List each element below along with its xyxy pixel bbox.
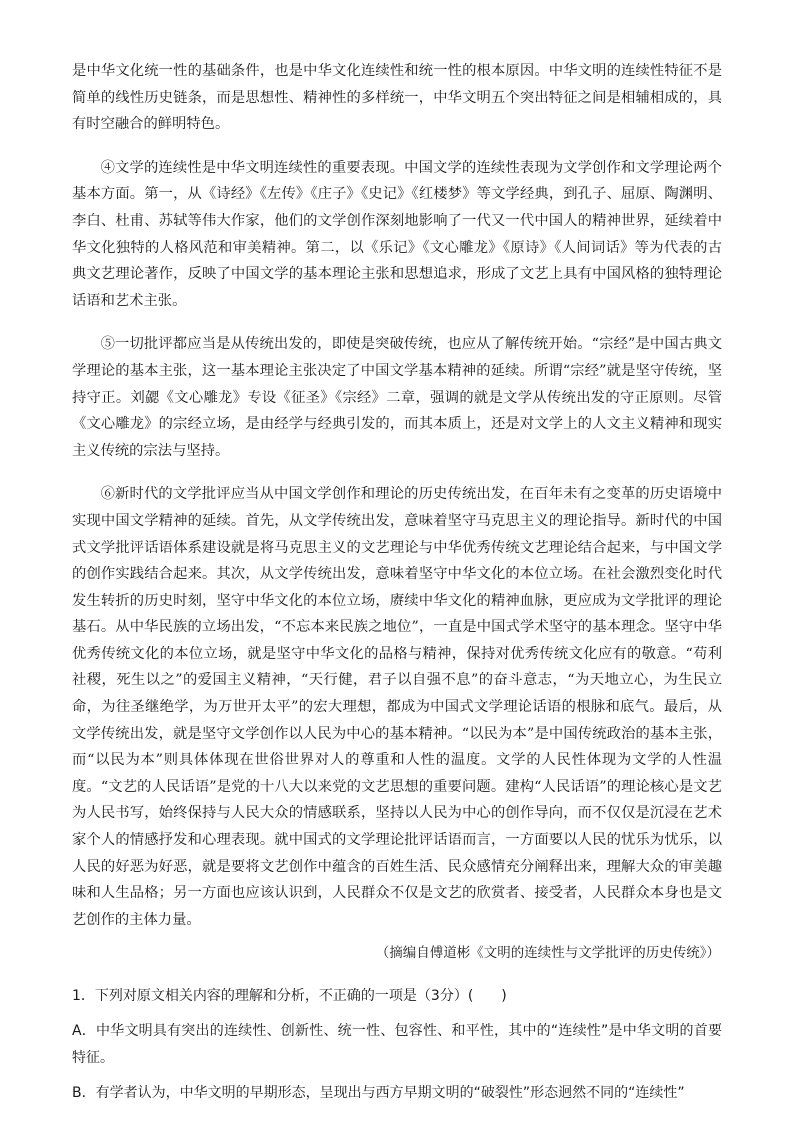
paragraph-4: ④文学的连续性是中华文明连续性的重要表现。中国文学的连续性表现为文学创作和文学理论两个基本方面。第一，从《诗经》《左传》《庄子》《史记》《红楼梦》等文学经典，到孔子、屈原、陶渊明、李白、杜甫、苏轼等伟大作家，他们的文学创作深刻地影响了一代又一代中国人的精神世界，延续着中华文化独特的人格风范和审美精神。第二，以《乐记》《文心雕龙》《原诗》《人间词话》等为代表的古典文艺理论著作，反映了中国文学的基本理论主张和思想追求，形成了文艺上具有中国风格的独特理论话语和艺术主张。	[72, 159, 722, 309]
paragraph-gap	[72, 138, 722, 155]
paragraph-gap	[72, 314, 722, 331]
source-citation: （摘编自傅道彬《文明的连续性与文学批评的历史传统》）	[375, 945, 720, 962]
question-option-b: B．有学者认为，中华文明的早期形态，呈现出与西方早期文明的“破裂性”形态迥然不同的“连续性”	[72, 1085, 685, 1102]
question-option-a: A．中华文明具有突出的连续性、创新性、统一性、包容性、和平性，其中的“连续性”是中华文明的首要特征。	[72, 1023, 722, 1067]
paragraph-5: ⑤一切批评都应当是从传统出发的，即使是突破传统，也应从了解传统开始。“宗经”是中国古典文学理论的基本主张，这一基本理论主张决定了中国文学基本精神的延续。所谓“宗经”就是坚守传统，坚持守正。刘勰《文心雕龙》专设《征圣》《宗经》二章，强调的就是文学从传统出发的守正原则。尽管《文心雕龙》的宗经立场，是由经学与经典引发的，而其本质上，还是对文学上的人文主义精神和现实主义传统的宗法与坚持。	[72, 336, 722, 459]
paragraph-gap	[72, 464, 722, 481]
paragraph-6: ⑥新时代的文学批评应当从中国文学创作和理论的历史传统出发，在百年未有之变革的历史语境中实现中国文学精神的延续。首先，从文学传统出发，意味着坚守马克思主义的理论指导。新时代的中国式文学批评话语体系建设就是将马克思主义的文艺理论与中华优秀传统文艺理论结合起来，与中国文学的创作实践结合起来。其次，从文学传统出发，意味着坚守中华文化的本位立场。在社会激烈变化时代发生转折的历史时刻，坚守中华文化的本位立场，赓续中华文化的精神血脉，更应成为文学批评的理论基石。从中华民族的立场出发，“不忘本来民族之地位”，一直是中国式学术坚守的基本理念。坚守中华优秀传统文化的本位立场，就是坚守中华文化的品格与精神，保持对优秀传统文化应有的敬意。“苟利社稷，死生以之”的爱国主义精神，“天行健，君子以自强不息”的奋斗意志，“为天地立心，为生民立命，为往圣继绝学，为万世开太平”的宏大理想，都成为中国式文学理论话语的根脉和底气。最后，从文学传统出发，就是坚守文学创作以人民为中心的基本精神。“以民为本”是中国传统政治的基本主张，而“以民为本”则具体体现在世俗世界对人的尊重和人性的温度。文学的人民性体现为文学的人性温度。“文艺的人民话语”是党的十八大以来党的文艺思想的重要问题。建构“人民话语”的理论核心是文艺为人民书写，始终保持与人民大众的情感联系，坚持以人民为中心的创作导向，而不仅仅是沉浸在艺术家个人的情感抒发和心理表现。就中国式的文学理论批评话语而言，一方面要以人民的忧乐为忧乐，以人民的好恶为好恶，就是要将文艺创作中蕴含的百姓生活、民众感情充分阐释出来，理解大众的审美趣味和人生品格；另一方面也应该认识到，人民群众不仅是文艺的欣赏者、接受者，人民群众本身也是文艺创作的主体力量。	[72, 486, 722, 928]
question-title: 1．下列对原文相关内容的理解和分析，不正确的一项是（3分）( )	[72, 988, 507, 1005]
document-page	[72, 58, 722, 1107]
paragraph-continuation: 是中华文化统一性的基础条件，也是中华文化连续性和统一性的根本原因。中华文明的连续性特征不是简单的线性历史链条，而是思想性、精神性的多样统一，中华文明五个突出特征之间是相辅相成的，具有时空融合的鲜明特色。	[72, 63, 722, 133]
